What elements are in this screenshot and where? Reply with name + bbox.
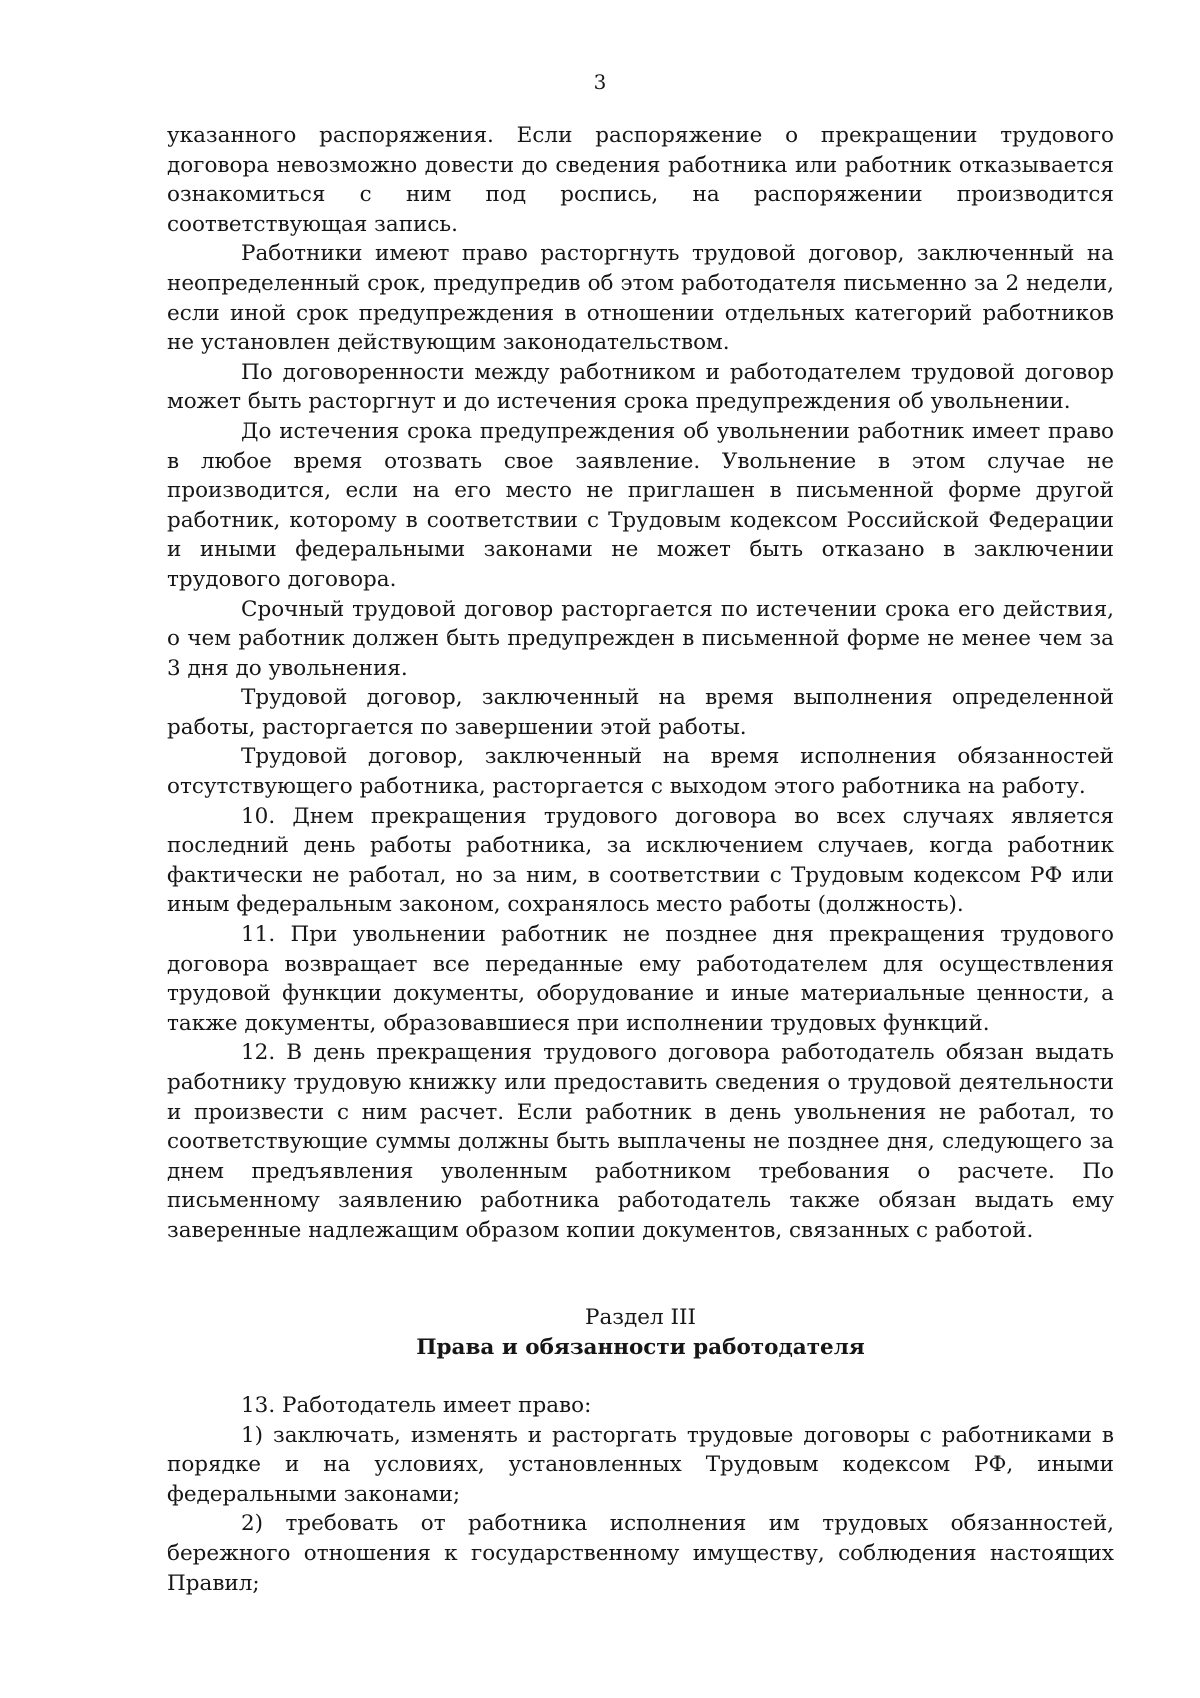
paragraph-item-13: 13. Работодатель имеет право: <box>241 1393 592 1418</box>
paragraph: Трудовой договор, заключенный на время выполнения определенной работы, расторгается по завершении этой работы. <box>167 685 1114 740</box>
paragraph-item-10: 10. Днем прекращения трудового договора во всех случаях является последний день работы работника, за исключением случаев, когда работник фактически не работал, но за ним, в соответствии с Трудовым кодексом РФ или иным федеральным законом, сохранялось место работы (должность). <box>167 803 1114 918</box>
paragraph-item-12: 12. В день прекращения трудового договора работодатель обязан выдать работнику трудовую книжку или предоставить сведения о трудовой деятельности и произвести с ним расчет. Если работник в день увольнения не работал, то соответствующие суммы должны быть выплачены не позднее дня, следующего за днем предъявления уволенным работником требования о расчете. По письменному заявлению работника работодатель также обязан выдать ему заверенные надлежащим образом копии документов, связанных с работой. <box>167 1040 1114 1243</box>
paragraph: Работники имеют право расторгнуть трудовой договор, заключенный на неопределенный срок, предупредив об этом работодателя письменно за 2 недели, если иной срок предупреждения в отношении отдельных категорий работников не установлен действующим законодательством. <box>167 241 1114 356</box>
page-number: 3 <box>593 70 607 94</box>
paragraph: По договоренности между работником и работодателем трудовой договор может быть расторгнут и до истечения срока предупреждения об увольнении. <box>167 359 1114 415</box>
list-item: 1) заключать, изменять и расторгать трудовые договоры с работниками в порядке и на условиях, установленных Трудовым кодексом РФ, иными федеральными законами; <box>167 1422 1114 1507</box>
section-label: Раздел III <box>585 1305 696 1330</box>
paragraph-continuation: указанного распоряжения. Если распоряжение о прекращении трудового договора невозможно довести до сведения работника или работник отказывается ознакомиться с ним под роспись, на распоряжении производится соответствующая запись. <box>167 123 1114 237</box>
paragraph: До истечения срока предупреждения об увольнении работник имеет право в любое время отозвать свое заявление. Увольнение в этом случае не производится, если на его место не приглашен в письменной форме другой работник, которому в соответствии с Трудовым кодексом Российской Федерации и иными федеральными законами не может быть отказано в заключении трудового договора. <box>167 418 1114 592</box>
section-title: Права и обязанности работодателя <box>416 1335 865 1360</box>
document-body <box>167 121 1114 1246</box>
paragraph: Срочный трудовой договор расторгается по истечении срока его действия, о чем работник должен быть предупрежден в письменной форме не менее чем за 3 дня до увольнения. <box>167 596 1114 681</box>
list-item: 2) требовать от работника исполнения им трудовых обязанностей, бережного отношения к государственному имуществу, соблюдения настоящих Правил; <box>167 1511 1114 1596</box>
paragraph-item-11: 11. При увольнении работник не позднее дня прекращения трудового договора возвращает все переданные ему работодателем для осуществления трудовой функции документы, оборудование и иные материальные ценности, а также документы, образовавшиеся при исполнении трудовых функций. <box>167 922 1114 1036</box>
section-body <box>167 1391 1114 1598</box>
paragraph: Трудовой договор, заключенный на время исполнения обязанностей отсутствующего работника, расторгается с выходом этого работника на работу. <box>167 744 1114 800</box>
